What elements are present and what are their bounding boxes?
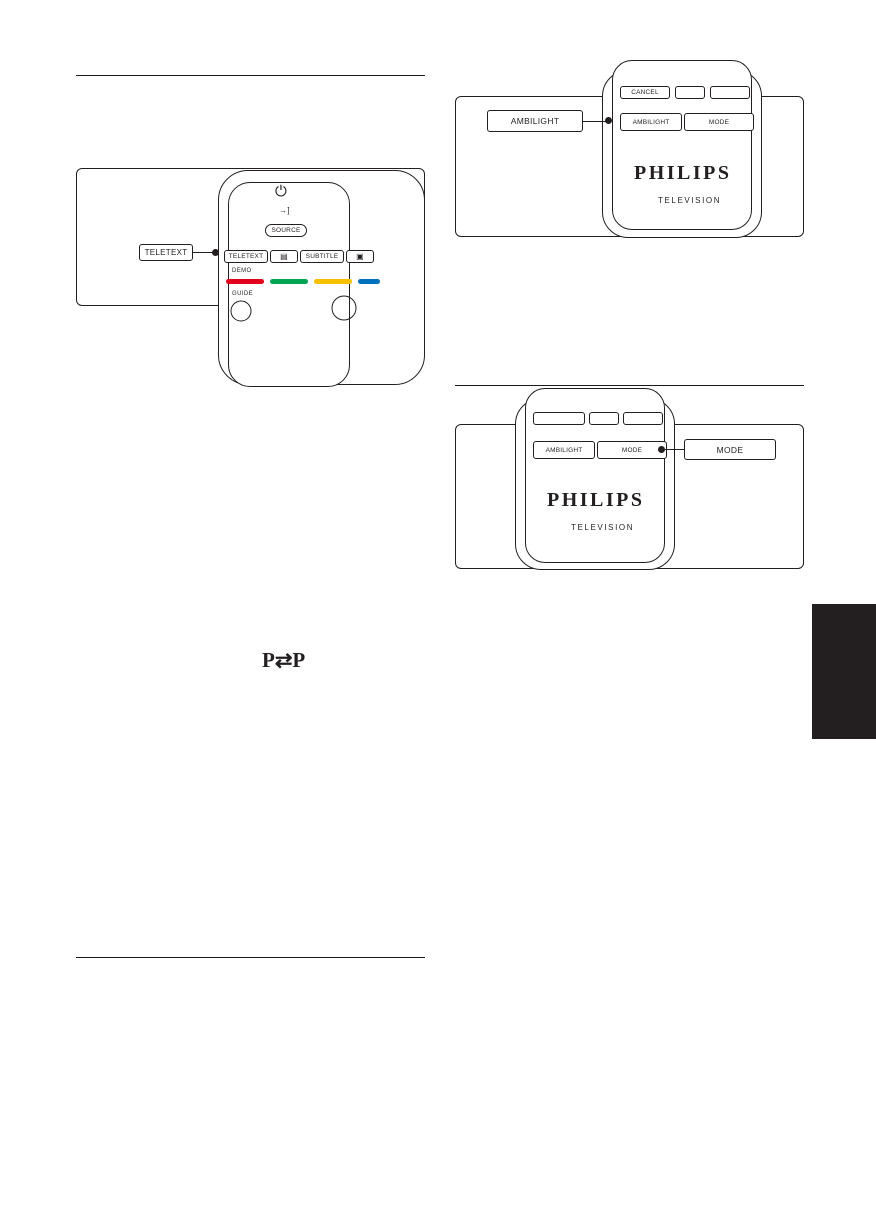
color-button-yellow[interactable] [314,279,352,284]
blank-button-1[interactable] [675,86,705,99]
info-icon: ▣ [356,252,364,261]
color-button-green[interactable] [270,279,308,284]
subtitle-button-label: SUBTITLE [305,253,339,260]
mode-fig-philips-wordmark [547,489,645,512]
mode-button[interactable] [684,113,754,131]
guide-label [232,291,253,297]
ambilight-callout [487,110,583,132]
mode-fig-mode-button[interactable] [597,441,667,459]
demo-label [232,268,252,274]
format-icon: ▤ [280,252,288,261]
info-button[interactable] [346,250,374,263]
mode-callout-dot [658,446,665,453]
right-column-mid-rule [455,385,804,386]
cancel-button-label: CANCEL [631,89,659,96]
power-icon[interactable]: ⏻ [275,183,287,200]
color-button-blue[interactable] [358,279,380,284]
mode-fig-blank-button-2[interactable] [589,412,619,425]
teletext-callout-dot [212,249,219,256]
source-button-label: SOURCE [271,227,301,234]
mode-button-label: MODE [708,118,730,126]
blank-button-2[interactable] [710,86,750,99]
mode-fig-television-text: TELEVISION [571,523,635,532]
philips-wordmark-text: PHILIPS [634,162,732,184]
format-button[interactable] [270,250,298,263]
mode-fig-ambilight-label: AMBILIGHT [545,446,583,454]
teletext-button-label: TELETEXT [228,253,264,260]
mode-fig-blank-button-3[interactable] [623,412,663,425]
philips-wordmark [634,162,732,185]
section-thumb-tab [812,604,876,739]
mode-fig-philips-text: PHILIPS [547,489,645,511]
mode-callout [684,439,776,460]
television-wordmark-text: TELEVISION [658,196,722,205]
cancel-button[interactable] [620,86,670,99]
program-swap-glyph-text: P⇄P [262,648,306,672]
mode-callout-leader [665,449,684,450]
subtitle-button[interactable] [300,250,344,263]
program-swap-glyph [262,648,305,673]
left-column-top-rule [76,75,425,76]
ambilight-button-label: AMBILIGHT [632,118,670,126]
teletext-callout [139,244,193,261]
demo-label-text: DEMO [232,268,252,274]
mode-fig-ambilight-button[interactable] [533,441,595,459]
mode-fig-mode-label: MODE [621,446,643,454]
mode-fig-television-wordmark [571,523,634,532]
source-button[interactable] [265,224,307,237]
color-button-red[interactable] [226,279,264,284]
mode-fig-blank-button-1[interactable] [533,412,585,425]
ambilight-button[interactable] [620,113,682,131]
teletext-button[interactable] [224,250,268,263]
television-wordmark [658,196,721,205]
ambilight-callout-label: AMBILIGHT [510,116,560,126]
source-icon: →] [279,206,291,215]
mode-callout-label: MODE [716,444,744,455]
teletext-callout-label: TELETEXT [144,248,188,257]
ambilight-callout-dot [605,117,612,124]
left-column-bottom-rule [76,957,425,958]
guide-label-text: GUIDE [232,291,254,297]
